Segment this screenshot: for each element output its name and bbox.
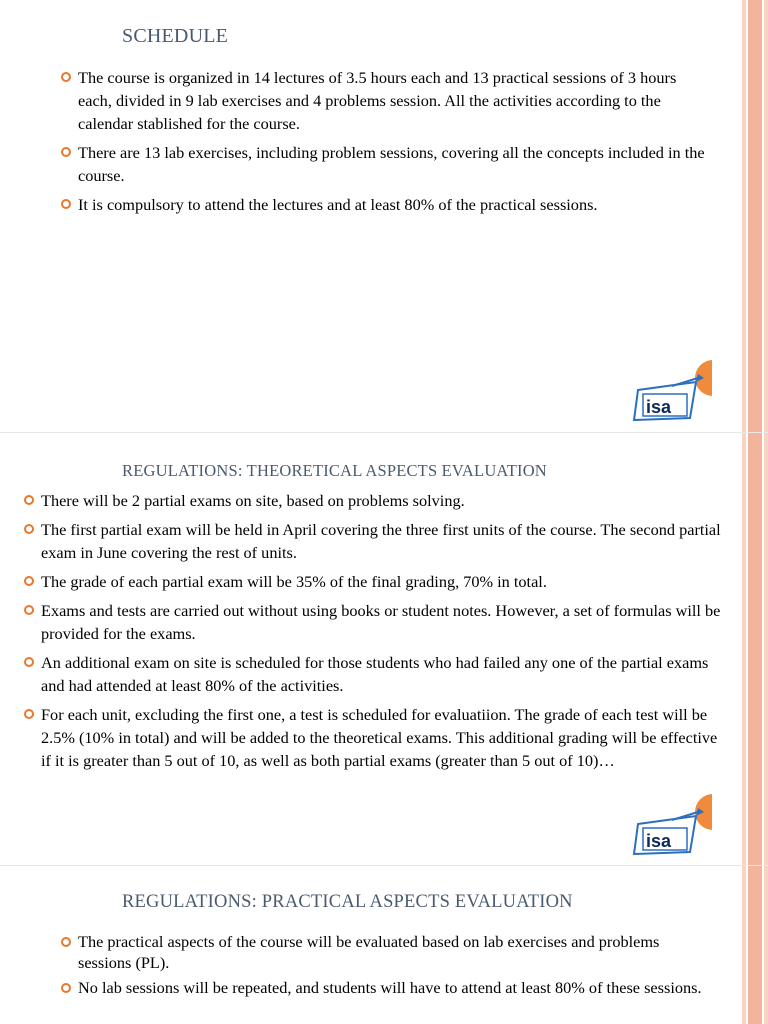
svg-text:isa: isa (646, 397, 672, 417)
bullet-list (78, 931, 708, 1002)
list-item: Exams and tests are carried out without using books or student notes. However, a set of formulas will be provided for the exams. (41, 599, 721, 645)
bullet-icon (24, 524, 34, 534)
list-item: The first partial exam will be held in April covering the three first units of the course. The second partial exam in June covering the rest of units. (41, 518, 721, 564)
bullet-icon (24, 495, 34, 505)
slide-theoretical-evaluation (0, 433, 768, 865)
slide-title: REGULATIONS: PRACTICAL ASPECTS EVALUATION (122, 892, 573, 912)
bullet-icon (61, 937, 71, 947)
list-item: There are 13 lab exercises, including problem sessions, covering all the concepts included in the course. (78, 141, 708, 187)
list-item: For each unit, excluding the first one, a test is scheduled for evaluatiion. The grade of each test will be 2.5% (10% in total) and will be added to the theoretical exams. This additional grading will be effective if it is greater than 5 out of 10, as well as both partial exams (greater than 5 out of 10)… (41, 703, 721, 772)
bullet-icon (24, 605, 34, 615)
bullet-icon (61, 147, 71, 157)
decorative-stripes (734, 0, 768, 432)
bullet-icon (24, 576, 34, 586)
bullet-icon (61, 72, 71, 82)
list-item: The practical aspects of the course will be evaluated based on lab exercises and problems sessions (PL). (78, 931, 708, 973)
bullet-list (41, 489, 721, 778)
slide-title: REGULATIONS: THEORETICAL ASPECTS EVALUATION (122, 461, 547, 480)
slide-practical-evaluation (0, 866, 768, 1024)
list-item: There will be 2 partial exams on site, based on problems solving. (41, 489, 721, 512)
list-item: No lab sessions will be repeated, and students will have to attend at least 80% of these sessions. (78, 977, 708, 998)
isa-logo (632, 790, 712, 860)
isa-logo (632, 356, 712, 426)
list-item: The grade of each partial exam will be 35% of the final grading, 70% in total. (41, 570, 721, 593)
list-item: The course is organized in 14 lectures of 3.5 hours each and 13 practical sessions of 3 hours each, divided in 9 lab exercises and 4 problems session. All the activities according to the calendar stablished for the course. (78, 66, 708, 135)
decorative-stripes (734, 433, 768, 865)
bullet-icon (24, 657, 34, 667)
list-item: An additional exam on site is scheduled for those students who had failed any one of the partial exams and had attended at least 80% of the activities. (41, 651, 721, 697)
list-item: It is compulsory to attend the lectures and at least 80% of the practical sessions. (78, 193, 708, 216)
bullet-icon (61, 983, 71, 993)
slide-schedule (0, 0, 768, 432)
decorative-stripes (734, 866, 768, 1024)
bullet-icon (24, 709, 34, 719)
slide-title: SCHEDULE (122, 25, 229, 47)
bullet-list (78, 66, 708, 222)
bullet-icon (61, 199, 71, 209)
svg-text:isa: isa (646, 831, 672, 851)
